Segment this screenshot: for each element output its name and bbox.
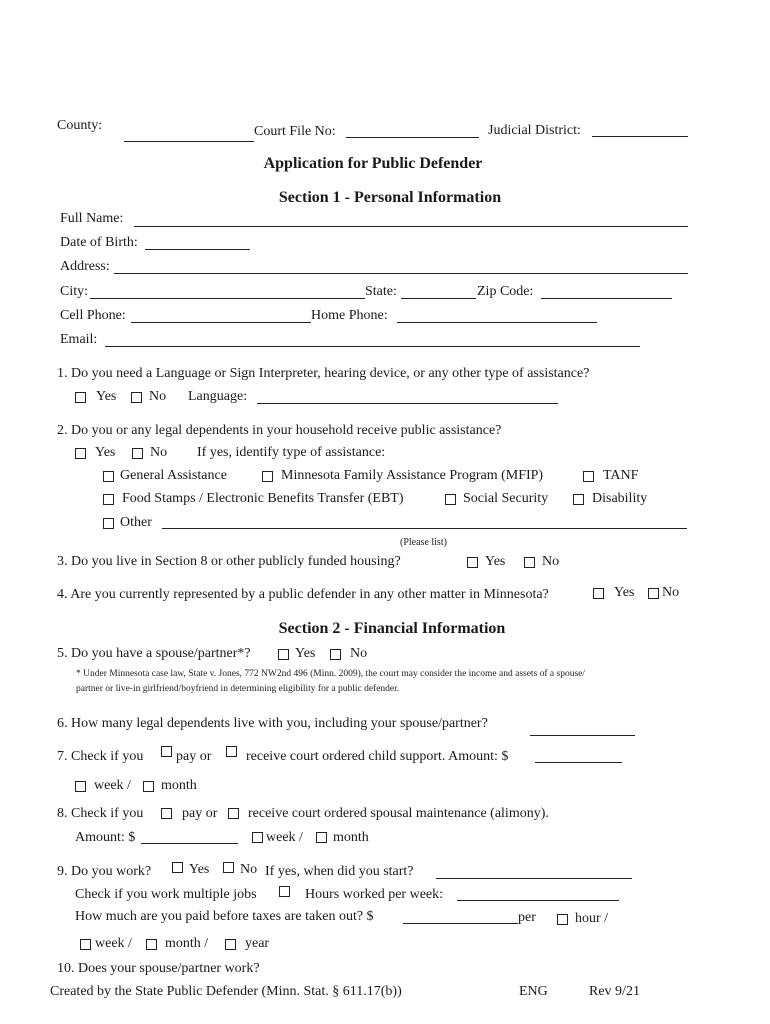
- section1-heading: Section 1 - Personal Information: [278, 189, 502, 206]
- q7-week-checkbox[interactable]: [75, 781, 86, 792]
- dob-label: Date of Birth:: [60, 235, 138, 250]
- county-label: County:: [57, 118, 103, 133]
- email-label: Email:: [60, 332, 98, 347]
- email-field[interactable]: [105, 346, 640, 347]
- q3-no-checkbox[interactable]: [524, 557, 535, 568]
- q9-no-label: No: [240, 862, 258, 877]
- q3-yes-label: Yes: [485, 554, 506, 569]
- q8-month-checkbox[interactable]: [316, 832, 327, 843]
- zip-field[interactable]: [541, 298, 672, 299]
- general-assistance-checkbox[interactable]: [103, 471, 114, 482]
- state-label: State:: [365, 284, 397, 299]
- city-field[interactable]: [90, 298, 365, 299]
- q5-text: 5. Do you have a spouse/partner*?: [57, 646, 251, 661]
- paid-before-taxes-label: How much are you paid before taxes are taken out? $: [75, 909, 374, 924]
- q7-month-checkbox[interactable]: [143, 781, 154, 792]
- social-security-checkbox[interactable]: [445, 494, 456, 505]
- court-file-label: Court File No:: [254, 124, 336, 139]
- tanf-checkbox[interactable]: [583, 471, 594, 482]
- dob-field[interactable]: [145, 249, 250, 250]
- q3-text: 3. Do you live in Section 8 or other publicly funded housing?: [57, 554, 401, 569]
- child-support-amount-field[interactable]: [535, 762, 622, 763]
- q9-week-checkbox[interactable]: [80, 939, 91, 950]
- social-security-label: Social Security: [463, 491, 549, 506]
- q7-week-label: week /: [94, 778, 131, 793]
- disability-checkbox[interactable]: [573, 494, 584, 505]
- full-name-field[interactable]: [134, 226, 688, 227]
- q7-pay-checkbox[interactable]: [161, 746, 172, 757]
- q3-yes-checkbox[interactable]: [467, 557, 478, 568]
- q9-year-checkbox[interactable]: [225, 939, 236, 950]
- county-field[interactable]: [124, 141, 254, 142]
- state-field[interactable]: [401, 298, 476, 299]
- q9-month-checkbox[interactable]: [146, 939, 157, 950]
- q9-month-label: month /: [165, 936, 209, 951]
- q7-receive-checkbox[interactable]: [226, 746, 237, 757]
- page-title: Application for Public Defender: [263, 155, 483, 172]
- q4-yes-checkbox[interactable]: [593, 588, 604, 599]
- disability-label: Disability: [592, 491, 648, 506]
- hours-per-week-label: Hours worked per week:: [305, 887, 444, 902]
- q9-no-checkbox[interactable]: [223, 862, 234, 873]
- q9-yes-label: Yes: [189, 862, 210, 877]
- judicial-district-field[interactable]: [592, 136, 688, 137]
- q1-text: 1. Do you need a Language or Sign Interpreter, hearing device, or any other type of assistance?: [57, 366, 590, 381]
- q1-no-checkbox[interactable]: [131, 392, 142, 403]
- q2-yes-label: Yes: [95, 445, 116, 460]
- q6-text: 6. How many legal dependents live with you, including your spouse/partner?: [57, 716, 488, 731]
- q8-receive-label: receive court ordered spousal maintenance (alimony).: [248, 806, 549, 821]
- q8-text-start: 8. Check if you: [57, 806, 144, 821]
- q10-text: 10. Does your spouse/partner work?: [57, 961, 260, 976]
- q9-yes-checkbox[interactable]: [172, 862, 183, 873]
- q8-pay-or-label: pay or: [182, 806, 218, 821]
- q5-yes-checkbox[interactable]: [278, 649, 289, 660]
- general-assistance-label: General Assistance: [120, 468, 227, 483]
- q7-pay-or-label: pay or: [176, 749, 212, 764]
- q9-hour-checkbox[interactable]: [557, 914, 568, 925]
- q8-pay-checkbox[interactable]: [161, 808, 172, 819]
- mfip-label: Minnesota Family Assistance Program (MFIP): [281, 468, 544, 483]
- full-name-label: Full Name:: [60, 211, 124, 226]
- q8-month-label: month: [333, 830, 369, 845]
- other-checkbox[interactable]: [103, 518, 114, 529]
- q4-yes-label: Yes: [614, 585, 635, 600]
- q3-no-label: No: [542, 554, 560, 569]
- dependents-count-field[interactable]: [530, 735, 635, 736]
- footer-revision: Rev 9/21: [589, 984, 640, 999]
- language-label: Language:: [188, 389, 248, 404]
- q8-week-label: week /: [266, 830, 303, 845]
- q8-week-checkbox[interactable]: [252, 832, 263, 843]
- other-field[interactable]: [162, 528, 687, 529]
- q9-year-label: year: [245, 936, 270, 951]
- multiple-jobs-checkbox[interactable]: [279, 886, 290, 897]
- q2-text: 2. Do you or any legal dependents in your household receive public assistance?: [57, 423, 502, 438]
- cell-phone-label: Cell Phone:: [60, 308, 126, 323]
- q9-hour-label: hour /: [575, 911, 609, 926]
- q4-text: 4. Are you currently represented by a public defender in any other matter in Minnesota?: [57, 587, 549, 602]
- q8-amount-label: Amount: $: [75, 830, 136, 845]
- q5-no-checkbox[interactable]: [330, 649, 341, 660]
- court-file-field[interactable]: [346, 137, 479, 138]
- section2-heading: Section 2 - Financial Information: [278, 620, 506, 637]
- q1-yes-label: Yes: [96, 389, 117, 404]
- food-stamps-label: Food Stamps / Electronic Benefits Transfer (EBT): [122, 491, 404, 506]
- multiple-jobs-label: Check if you work multiple jobs: [75, 887, 257, 902]
- q5-note-line1: * Under Minnesota case law, State v. Jones, 772 NW2nd 496 (Minn. 2009), the court may consider the income and assets of a spouse/: [76, 669, 586, 679]
- q7-month-label: month: [161, 778, 197, 793]
- q1-no-label: No: [149, 389, 167, 404]
- city-label: City:: [60, 284, 89, 299]
- address-label: Address:: [60, 259, 110, 274]
- alimony-amount-field[interactable]: [141, 843, 238, 844]
- judicial-district-label: Judicial District:: [488, 123, 581, 138]
- per-label: per: [518, 910, 536, 925]
- home-phone-label: Home Phone:: [311, 308, 388, 323]
- zip-label: Zip Code:: [477, 284, 534, 299]
- mfip-checkbox[interactable]: [262, 471, 273, 482]
- footer-language: ENG: [519, 984, 548, 999]
- q2-no-checkbox[interactable]: [132, 448, 143, 459]
- pay-amount-field[interactable]: [403, 923, 518, 924]
- q9-when-start-label: If yes, when did you start?: [265, 864, 414, 879]
- q5-no-label: No: [350, 646, 368, 661]
- home-phone-field[interactable]: [397, 322, 597, 323]
- q4-no-label: No: [662, 585, 680, 600]
- footer-created-by: Created by the State Public Defender (Minn. Stat. § 611.17(b)): [50, 984, 402, 999]
- q4-no-checkbox[interactable]: [648, 588, 659, 599]
- please-list-note: (Please list): [400, 537, 447, 548]
- q1-yes-checkbox[interactable]: [75, 392, 86, 403]
- q9-text-start: 9. Do you work?: [57, 864, 152, 879]
- language-field[interactable]: [257, 403, 558, 404]
- food-stamps-checkbox[interactable]: [103, 494, 114, 505]
- tanf-label: TANF: [603, 468, 639, 483]
- q7-receive-label: receive court ordered child support. Amount: $: [246, 749, 509, 764]
- q2-yes-checkbox[interactable]: [75, 448, 86, 459]
- work-start-date-field[interactable]: [436, 878, 632, 879]
- q9-week-label: week /: [95, 936, 132, 951]
- q8-receive-checkbox[interactable]: [228, 808, 239, 819]
- other-label: Other: [120, 515, 152, 530]
- cell-phone-field[interactable]: [131, 322, 311, 323]
- q2-if-yes-label: If yes, identify type of assistance:: [197, 445, 386, 460]
- q7-text-start: 7. Check if you: [57, 749, 144, 764]
- q2-no-label: No: [150, 445, 168, 460]
- q5-yes-label: Yes: [295, 646, 316, 661]
- q5-note-line2: partner or live-in girlfriend/boyfriend in determining eligibility for a public defender.: [76, 684, 400, 694]
- hours-per-week-field[interactable]: [457, 900, 619, 901]
- address-field[interactable]: [114, 273, 688, 274]
